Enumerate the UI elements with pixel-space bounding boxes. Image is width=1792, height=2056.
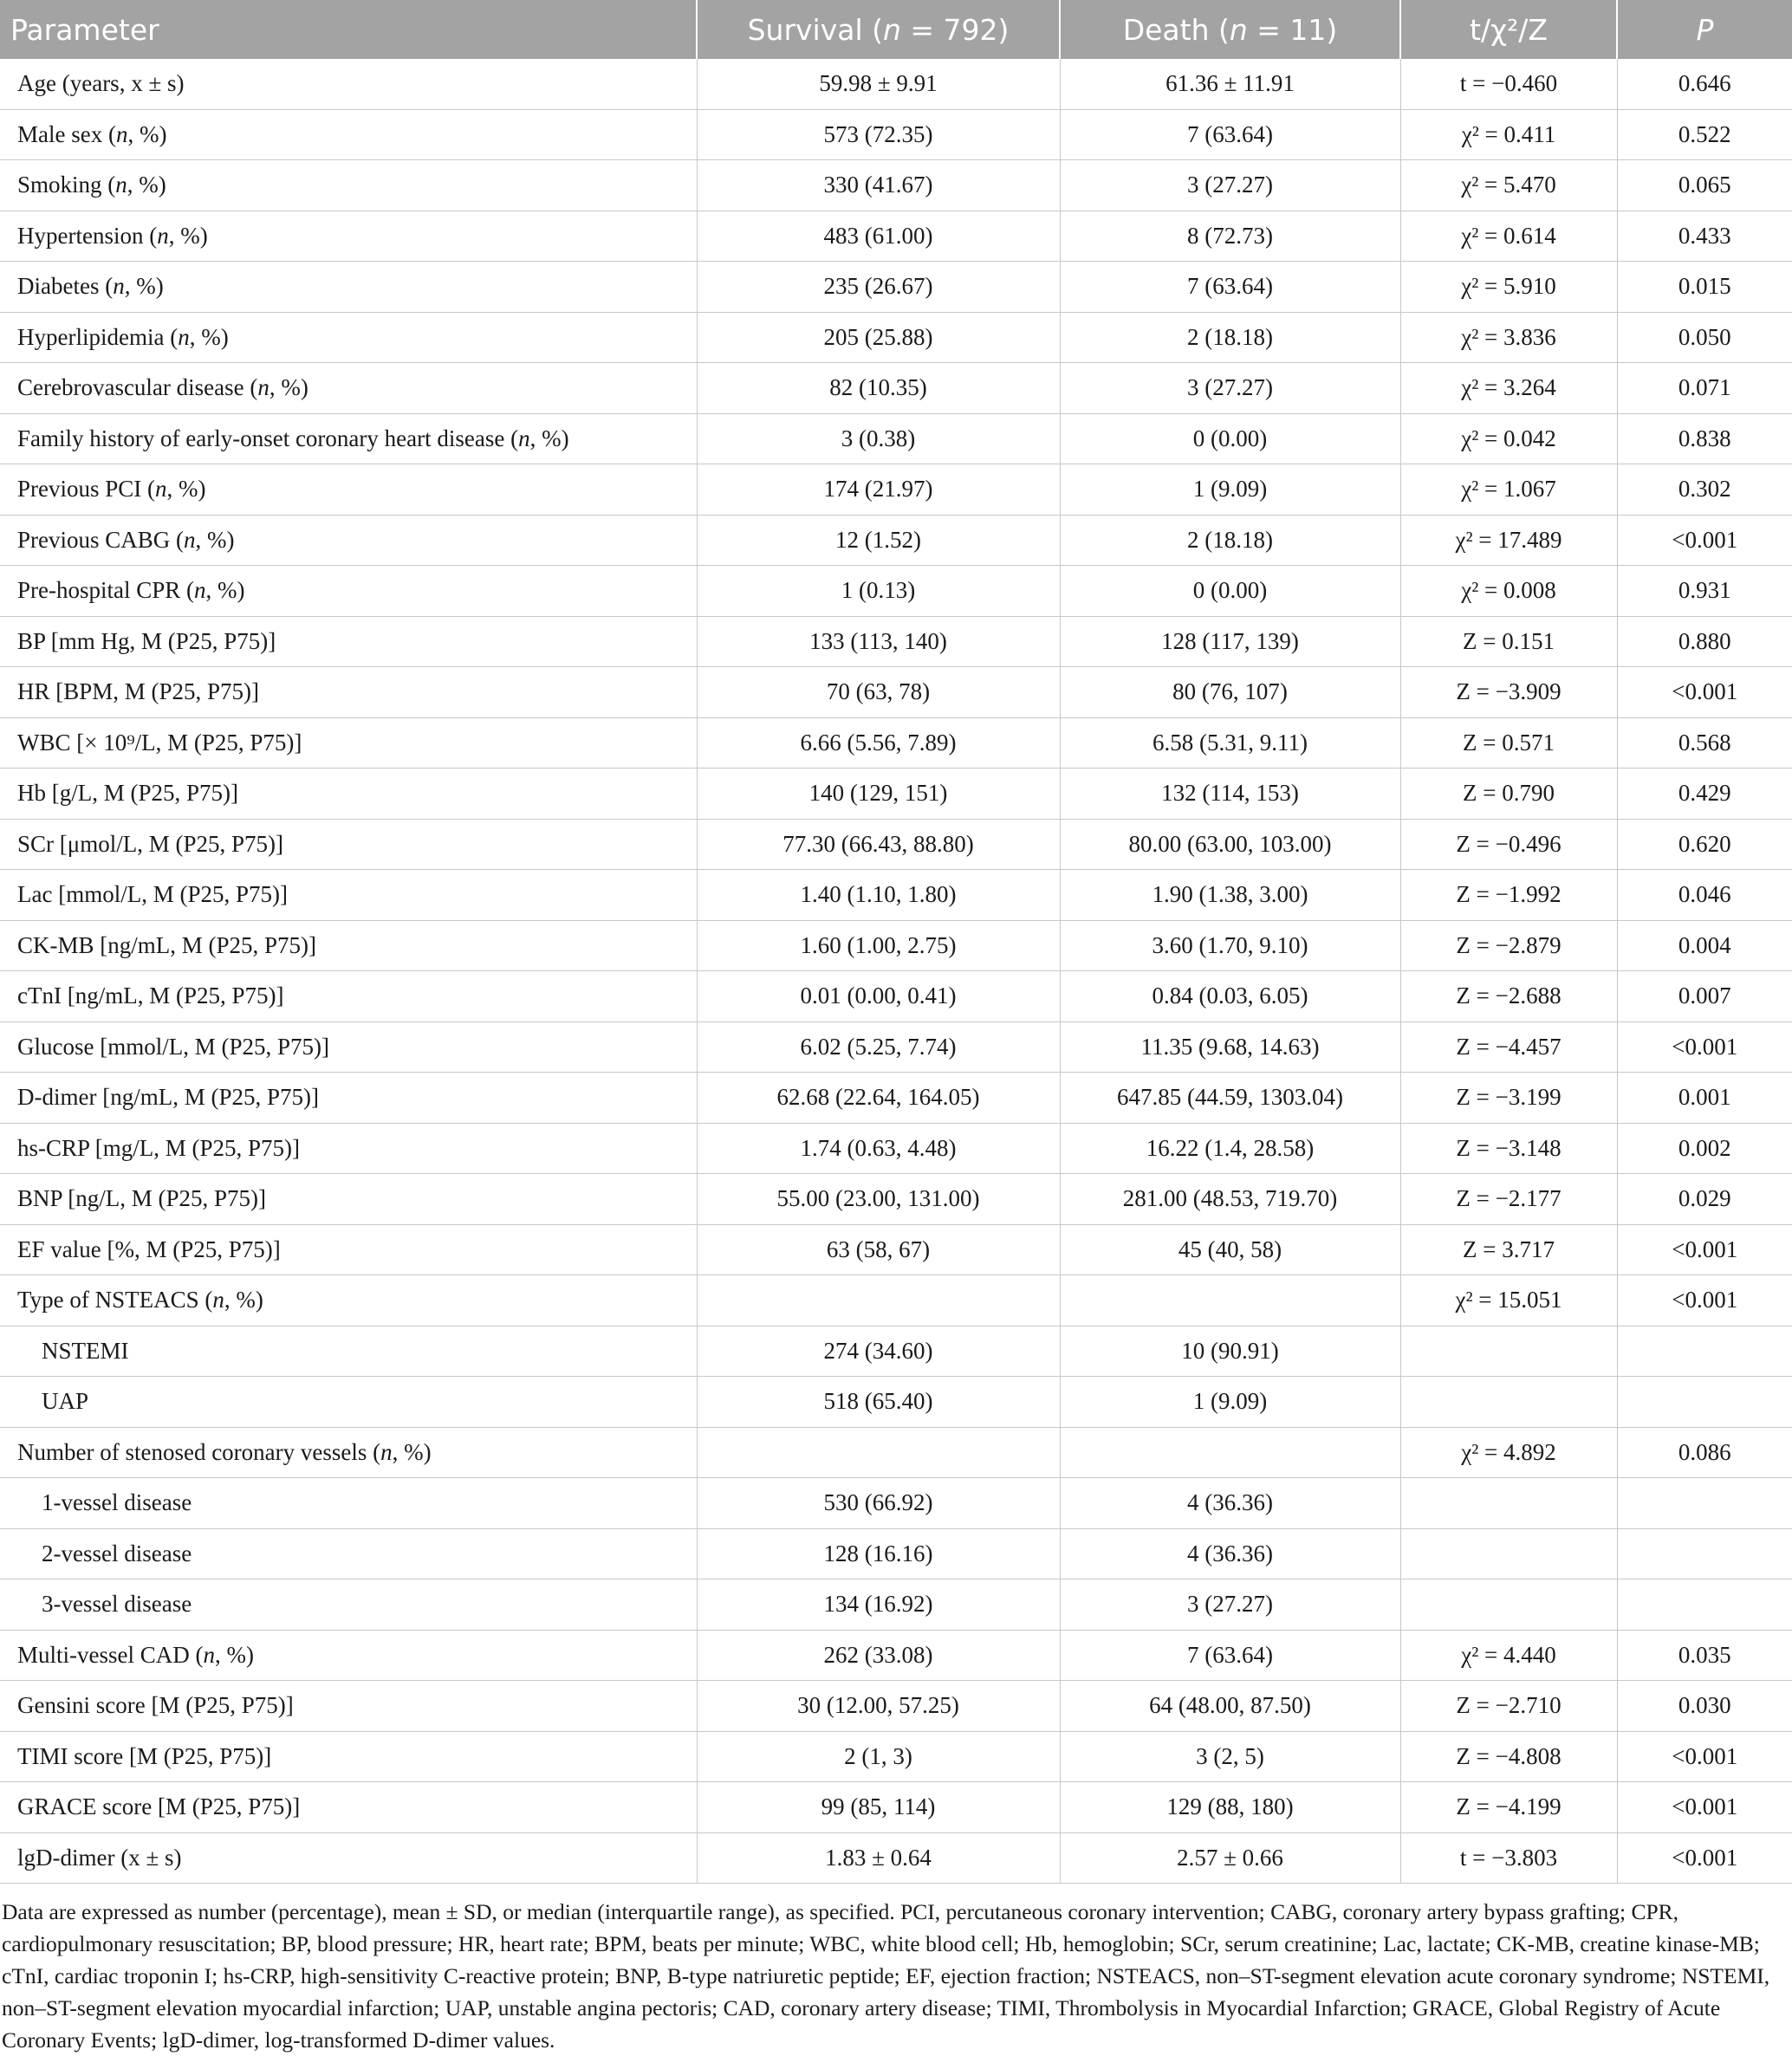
test-statistic: Z = −2.688 xyxy=(1400,971,1617,1022)
survival-value: 70 (63, 78) xyxy=(697,667,1060,718)
test-statistic: t = −3.803 xyxy=(1400,1832,1617,1884)
table-row xyxy=(0,363,1792,414)
row-label: Smoking (n, %) xyxy=(0,160,697,211)
row-label: Previous CABG (n, %) xyxy=(0,515,697,566)
table-row xyxy=(0,1022,1792,1073)
table-body xyxy=(0,59,1792,1884)
death-value: 3 (27.27) xyxy=(1060,363,1400,414)
table-row xyxy=(0,1832,1792,1884)
test-statistic: Z = 0.571 xyxy=(1400,717,1617,769)
p-value: 0.030 xyxy=(1617,1681,1792,1732)
row-label: Number of stenosed coronary vessels (n, %) xyxy=(0,1427,697,1478)
row-label: EF value [%, M (P25, P75)] xyxy=(0,1224,697,1275)
p-value: 0.002 xyxy=(1617,1123,1792,1174)
p-value: 0.931 xyxy=(1617,566,1792,617)
header-parameter: Parameter xyxy=(0,0,697,59)
death-value: 132 (114, 153) xyxy=(1060,769,1400,820)
table-row xyxy=(0,566,1792,617)
row-label: WBC [× 10⁹/L, M (P25, P75)] xyxy=(0,717,697,769)
death-value: 6.58 (5.31, 9.11) xyxy=(1060,717,1400,769)
table-row xyxy=(0,1579,1792,1631)
death-value xyxy=(1060,1275,1400,1326)
death-value: 64 (48.00, 87.50) xyxy=(1060,1681,1400,1732)
row-label: TIMI score [M (P25, P75)] xyxy=(0,1731,697,1782)
table-row xyxy=(0,616,1792,667)
table-row xyxy=(0,262,1792,313)
death-value: 2 (18.18) xyxy=(1060,515,1400,566)
table-row xyxy=(0,1731,1792,1782)
survival-value: 262 (33.08) xyxy=(697,1630,1060,1681)
p-value: 0.029 xyxy=(1617,1174,1792,1225)
header-row xyxy=(0,0,1792,59)
survival-value: 128 (16.16) xyxy=(697,1528,1060,1579)
table-row xyxy=(0,1782,1792,1833)
table-row xyxy=(0,717,1792,769)
p-value: 0.071 xyxy=(1617,363,1792,414)
row-label: Hb [g/L, M (P25, P75)] xyxy=(0,769,697,820)
test-statistic: χ² = 4.440 xyxy=(1400,1630,1617,1681)
test-statistic: χ² = 1.067 xyxy=(1400,464,1617,516)
test-statistic: Z = −3.909 xyxy=(1400,667,1617,718)
survival-value: 62.68 (22.64, 164.05) xyxy=(697,1073,1060,1124)
survival-value: 6.02 (5.25, 7.74) xyxy=(697,1022,1060,1073)
row-label: Lac [mmol/L, M (P25, P75)] xyxy=(0,870,697,921)
p-value xyxy=(1617,1478,1792,1529)
survival-value: 1.40 (1.10, 1.80) xyxy=(697,870,1060,921)
test-statistic: χ² = 17.489 xyxy=(1400,515,1617,566)
survival-value: 483 (61.00) xyxy=(697,211,1060,262)
row-label: GRACE score [M (P25, P75)] xyxy=(0,1782,697,1833)
table-row xyxy=(0,769,1792,820)
table-row xyxy=(0,1377,1792,1428)
death-value: 3 (2, 5) xyxy=(1060,1731,1400,1782)
death-value: 80.00 (63.00, 103.00) xyxy=(1060,819,1400,870)
row-label: Male sex (n, %) xyxy=(0,109,697,160)
death-value: 8 (72.73) xyxy=(1060,211,1400,262)
survival-value: 1.74 (0.63, 4.48) xyxy=(697,1123,1060,1174)
death-value: 4 (36.36) xyxy=(1060,1478,1400,1529)
survival-value: 12 (1.52) xyxy=(697,515,1060,566)
header-death: Death (n = 11) xyxy=(1060,0,1400,59)
row-label: Multi-vessel CAD (n, %) xyxy=(0,1630,697,1681)
table-row xyxy=(0,920,1792,971)
p-value: <0.001 xyxy=(1617,515,1792,566)
test-statistic xyxy=(1400,1528,1617,1579)
row-label: HR [BPM, M (P25, P75)] xyxy=(0,667,697,718)
table-row xyxy=(0,59,1792,109)
row-label: 2-vessel disease xyxy=(0,1528,697,1579)
survival-value: 140 (129, 151) xyxy=(697,769,1060,820)
death-value: 4 (36.36) xyxy=(1060,1528,1400,1579)
table-row xyxy=(0,1073,1792,1124)
p-value: 0.302 xyxy=(1617,464,1792,516)
row-label: Glucose [mmol/L, M (P25, P75)] xyxy=(0,1022,697,1073)
table-row xyxy=(0,312,1792,363)
survival-value: 3 (0.38) xyxy=(697,413,1060,464)
test-statistic xyxy=(1400,1326,1617,1377)
table-row xyxy=(0,211,1792,262)
death-value: 80 (76, 107) xyxy=(1060,667,1400,718)
death-value: 1 (9.09) xyxy=(1060,464,1400,516)
row-label: UAP xyxy=(0,1377,697,1428)
death-value: 61.36 ± 11.91 xyxy=(1060,59,1400,109)
survival-value: 0.01 (0.00, 0.41) xyxy=(697,971,1060,1022)
p-value: 0.880 xyxy=(1617,616,1792,667)
table-row xyxy=(0,870,1792,921)
test-statistic: χ² = 4.892 xyxy=(1400,1427,1617,1478)
p-value: 0.015 xyxy=(1617,262,1792,313)
p-value: <0.001 xyxy=(1617,1782,1792,1833)
survival-value: 77.30 (66.43, 88.80) xyxy=(697,819,1060,870)
row-label: D-dimer [ng/mL, M (P25, P75)] xyxy=(0,1073,697,1124)
survival-value: 59.98 ± 9.91 xyxy=(697,59,1060,109)
survival-value: 63 (58, 67) xyxy=(697,1224,1060,1275)
death-value: 7 (63.64) xyxy=(1060,262,1400,313)
test-statistic: χ² = 15.051 xyxy=(1400,1275,1617,1326)
test-statistic: Z = −4.199 xyxy=(1400,1782,1617,1833)
death-value: 10 (90.91) xyxy=(1060,1326,1400,1377)
p-value xyxy=(1617,1326,1792,1377)
row-label: Pre-hospital CPR (n, %) xyxy=(0,566,697,617)
table-row xyxy=(0,1174,1792,1225)
table-row xyxy=(0,1528,1792,1579)
death-value: 1 (9.09) xyxy=(1060,1377,1400,1428)
table-footnote: Data are expressed as number (percentage), mean ± SD, or median (interquartile range), as specified. PCI, percutaneous coronary intervention; CABG, coronary artery bypass grafting; CPR, cardiopulmonary resuscitation; BP, blood pressure; HR, heart rate; BPM, beats per minute; WBC, white blood cell; Hb, hemoglobin; SCr, serum creatinine; Lac, lactate; CK-MB, creatine kinase-MB; cTnI, cardiac troponin I; hs-CRP, high-sensitivity C-reactive protein; BNP, B-type natriuretic peptide; EF, ejection fraction; NSTEACS, non–ST-segment elevation acute coronary syndrome; NSTEMI, non–ST-segment elevation myocardial infarction; UAP, unstable angina pectoris; CAD, coronary artery disease; TIMI, Thrombolysis in Myocardial Infarction; GRACE, Global Registry of Acute Coronary Events; lgD-dimer, log-transformed D-dimer values. xyxy=(2,1899,1770,2053)
test-statistic: Z = 0.151 xyxy=(1400,616,1617,667)
table-row xyxy=(0,667,1792,718)
table-row xyxy=(0,160,1792,211)
p-value: 0.007 xyxy=(1617,971,1792,1022)
p-value xyxy=(1617,1579,1792,1631)
survival-value: 55.00 (23.00, 131.00) xyxy=(697,1174,1060,1225)
row-label: 1-vessel disease xyxy=(0,1478,697,1529)
p-value: 0.050 xyxy=(1617,312,1792,363)
row-label: Type of NSTEACS (n, %) xyxy=(0,1275,697,1326)
table-row xyxy=(0,1326,1792,1377)
test-statistic: χ² = 5.910 xyxy=(1400,262,1617,313)
table-row xyxy=(0,1478,1792,1529)
row-label: NSTEMI xyxy=(0,1326,697,1377)
test-statistic: Z = −2.879 xyxy=(1400,920,1617,971)
header-statistic: t/χ²/Z xyxy=(1400,0,1617,59)
p-value: 0.004 xyxy=(1617,920,1792,971)
survival-value: 134 (16.92) xyxy=(697,1579,1060,1631)
row-label: Cerebrovascular disease (n, %) xyxy=(0,363,697,414)
survival-value: 530 (66.92) xyxy=(697,1478,1060,1529)
p-value: <0.001 xyxy=(1617,1224,1792,1275)
death-value: 0 (0.00) xyxy=(1060,566,1400,617)
test-statistic: χ² = 3.264 xyxy=(1400,363,1617,414)
death-value: 1.90 (1.38, 3.00) xyxy=(1060,870,1400,921)
table-row xyxy=(0,971,1792,1022)
p-value: 0.620 xyxy=(1617,819,1792,870)
test-statistic: χ² = 0.042 xyxy=(1400,413,1617,464)
row-label: lgD-dimer (x ± s) xyxy=(0,1832,697,1884)
test-statistic: χ² = 0.008 xyxy=(1400,566,1617,617)
test-statistic: χ² = 5.470 xyxy=(1400,160,1617,211)
survival-value: 6.66 (5.56, 7.89) xyxy=(697,717,1060,769)
table-row xyxy=(0,413,1792,464)
row-label: BNP [ng/L, M (P25, P75)] xyxy=(0,1174,697,1225)
table-row xyxy=(0,1427,1792,1478)
death-value: 16.22 (1.4, 28.58) xyxy=(1060,1123,1400,1174)
death-value: 647.85 (44.59, 1303.04) xyxy=(1060,1073,1400,1124)
p-value: 0.086 xyxy=(1617,1427,1792,1478)
test-statistic: Z = −3.199 xyxy=(1400,1073,1617,1124)
death-value xyxy=(1060,1427,1400,1478)
table-row xyxy=(0,1123,1792,1174)
row-label: Family history of early-onset coronary heart disease (n, %) xyxy=(0,413,697,464)
test-statistic: Z = 0.790 xyxy=(1400,769,1617,820)
test-statistic: Z = −2.177 xyxy=(1400,1174,1617,1225)
row-label: Hyperlipidemia (n, %) xyxy=(0,312,697,363)
test-statistic: Z = −1.992 xyxy=(1400,870,1617,921)
p-value: 0.522 xyxy=(1617,109,1792,160)
table-row xyxy=(0,109,1792,160)
test-statistic: χ² = 0.411 xyxy=(1400,109,1617,160)
death-value: 281.00 (48.53, 719.70) xyxy=(1060,1174,1400,1225)
survival-value: 235 (26.67) xyxy=(697,262,1060,313)
death-value: 45 (40, 58) xyxy=(1060,1224,1400,1275)
survival-value: 274 (34.60) xyxy=(697,1326,1060,1377)
death-value: 2.57 ± 0.66 xyxy=(1060,1832,1400,1884)
header-survival: Survival (n = 792) xyxy=(697,0,1060,59)
p-value: 0.046 xyxy=(1617,870,1792,921)
p-value: <0.001 xyxy=(1617,1832,1792,1884)
p-value: 0.065 xyxy=(1617,160,1792,211)
survival-value: 1.60 (1.00, 2.75) xyxy=(697,920,1060,971)
row-label: Hypertension (n, %) xyxy=(0,211,697,262)
test-statistic: Z = −2.710 xyxy=(1400,1681,1617,1732)
test-statistic xyxy=(1400,1579,1617,1631)
survival-value: 82 (10.35) xyxy=(697,363,1060,414)
p-value: <0.001 xyxy=(1617,667,1792,718)
death-value: 0.84 (0.03, 6.05) xyxy=(1060,971,1400,1022)
survival-value xyxy=(697,1427,1060,1478)
death-value: 129 (88, 180) xyxy=(1060,1782,1400,1833)
table-row xyxy=(0,1275,1792,1326)
table-row xyxy=(0,1681,1792,1732)
p-value: <0.001 xyxy=(1617,1731,1792,1782)
p-value xyxy=(1617,1528,1792,1579)
table-row xyxy=(0,819,1792,870)
p-value: 0.001 xyxy=(1617,1073,1792,1124)
survival-value: 99 (85, 114) xyxy=(697,1782,1060,1833)
death-value: 3 (27.27) xyxy=(1060,1579,1400,1631)
test-statistic: Z = 3.717 xyxy=(1400,1224,1617,1275)
row-label: Age (years, x ± s) xyxy=(0,59,697,109)
death-value: 2 (18.18) xyxy=(1060,312,1400,363)
table-row xyxy=(0,464,1792,516)
test-statistic xyxy=(1400,1478,1617,1529)
survival-value: 573 (72.35) xyxy=(697,109,1060,160)
p-value: 0.429 xyxy=(1617,769,1792,820)
header-p-value: P xyxy=(1617,0,1792,59)
death-value: 0 (0.00) xyxy=(1060,413,1400,464)
survival-value: 174 (21.97) xyxy=(697,464,1060,516)
death-value: 3.60 (1.70, 9.10) xyxy=(1060,920,1400,971)
death-value: 3 (27.27) xyxy=(1060,160,1400,211)
table-row xyxy=(0,515,1792,566)
p-value: 0.838 xyxy=(1617,413,1792,464)
survival-value: 1.83 ± 0.64 xyxy=(697,1832,1060,1884)
row-label: SCr [μmol/L, M (P25, P75)] xyxy=(0,819,697,870)
row-label: hs-CRP [mg/L, M (P25, P75)] xyxy=(0,1123,697,1174)
row-label: CK-MB [ng/mL, M (P25, P75)] xyxy=(0,920,697,971)
test-statistic: t = −0.460 xyxy=(1400,59,1617,109)
death-value: 7 (63.64) xyxy=(1060,109,1400,160)
survival-value: 1 (0.13) xyxy=(697,566,1060,617)
p-value: <0.001 xyxy=(1617,1275,1792,1326)
death-value: 7 (63.64) xyxy=(1060,1630,1400,1681)
death-value: 11.35 (9.68, 14.63) xyxy=(1060,1022,1400,1073)
test-statistic: Z = −0.496 xyxy=(1400,819,1617,870)
survival-value: 205 (25.88) xyxy=(697,312,1060,363)
row-label: cTnI [ng/mL, M (P25, P75)] xyxy=(0,971,697,1022)
survival-value: 518 (65.40) xyxy=(697,1377,1060,1428)
survival-value: 2 (1, 3) xyxy=(697,1731,1060,1782)
table-row xyxy=(0,1630,1792,1681)
test-statistic: Z = −3.148 xyxy=(1400,1123,1617,1174)
p-value: 0.433 xyxy=(1617,211,1792,262)
p-value xyxy=(1617,1377,1792,1428)
row-label: Gensini score [M (P25, P75)] xyxy=(0,1681,697,1732)
death-value: 128 (117, 139) xyxy=(1060,616,1400,667)
p-value: <0.001 xyxy=(1617,1022,1792,1073)
test-statistic: χ² = 3.836 xyxy=(1400,312,1617,363)
survival-value: 30 (12.00, 57.25) xyxy=(697,1681,1060,1732)
test-statistic xyxy=(1400,1377,1617,1428)
row-label: 3-vessel disease xyxy=(0,1579,697,1631)
p-value: 0.568 xyxy=(1617,717,1792,769)
test-statistic: Z = −4.808 xyxy=(1400,1731,1617,1782)
p-value: 0.035 xyxy=(1617,1630,1792,1681)
test-statistic: χ² = 0.614 xyxy=(1400,211,1617,262)
row-label: Diabetes (n, %) xyxy=(0,262,697,313)
row-label: BP [mm Hg, M (P25, P75)] xyxy=(0,616,697,667)
survival-value: 133 (113, 140) xyxy=(697,616,1060,667)
row-label: Previous PCI (n, %) xyxy=(0,464,697,516)
p-value: 0.646 xyxy=(1617,59,1792,109)
survival-value xyxy=(697,1275,1060,1326)
test-statistic: Z = −4.457 xyxy=(1400,1022,1617,1073)
table-row xyxy=(0,1224,1792,1275)
survival-value: 330 (41.67) xyxy=(697,160,1060,211)
